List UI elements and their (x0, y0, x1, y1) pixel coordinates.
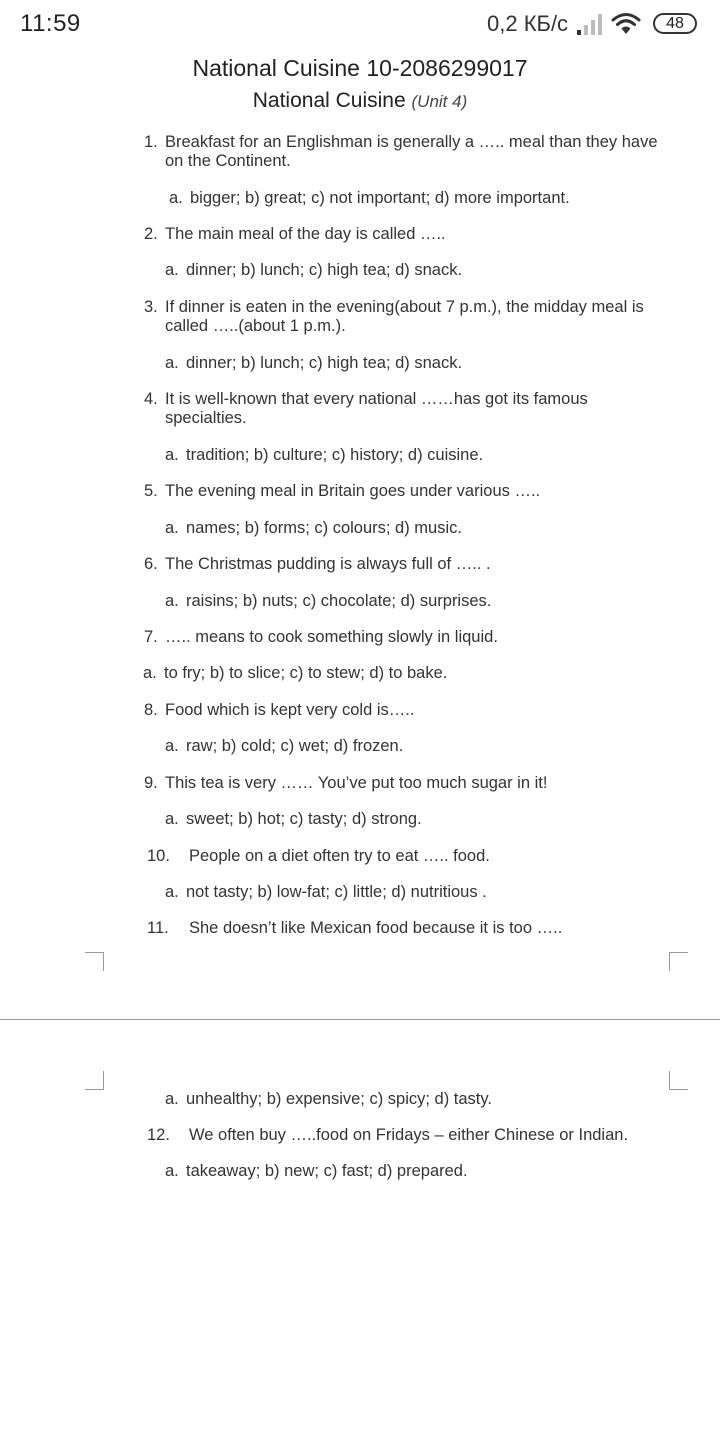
answer-marker: a. (165, 519, 179, 537)
question-number: 12. (147, 1126, 170, 1144)
question-text: This tea is very …… You’ve put too much sugar in it! (165, 774, 548, 792)
network-speed: 0,2 КБ/с (487, 11, 569, 36)
question-number: 4. (144, 390, 158, 408)
answer-options: dinner; b) lunch; c) high tea; d) snack. (186, 354, 463, 372)
battery-indicator (653, 13, 697, 34)
question-text: It is well-known that every national ……has got its famous specialties. (165, 390, 588, 427)
answer-options: names; b) forms; c) colours; d) music. (186, 519, 462, 537)
answer-marker: a. (169, 189, 183, 207)
answer-options: not tasty; b) low-fat; c) little; d) nutritious . (186, 883, 487, 901)
answer-marker: a. (165, 883, 179, 901)
answer-marker: a. (165, 446, 179, 464)
answer-options: dinner; b) lunch; c) high tea; d) snack. (186, 261, 463, 279)
question-number: 11. (147, 919, 169, 937)
answer-marker: a. (165, 1090, 179, 1108)
answer-marker: a. (165, 1162, 179, 1180)
subtitle-unit: (Unit 4) (411, 92, 468, 111)
page-break-divider (0, 1019, 720, 1020)
question-text: ….. means to cook something slowly in liquid. (165, 628, 498, 646)
page-corner-mark (669, 1071, 688, 1090)
question-text: The Christmas pudding is always full of ….. . (165, 555, 491, 573)
question-number: 3. (144, 298, 158, 316)
question-text: People on a diet often try to eat ….. food. (189, 847, 490, 865)
answer-options: sweet; b) hot; c) tasty; d) strong. (186, 810, 422, 828)
question-text: Food which is kept very cold is….. (165, 701, 415, 719)
answer-options: unhealthy; b) expensive; c) spicy; d) tasty. (186, 1090, 492, 1108)
page-corner-mark (85, 952, 104, 971)
answer-options: to fry; b) to slice; c) to stew; d) to bake. (164, 664, 448, 682)
question-number: 9. (144, 774, 158, 792)
subtitle-text: National Cuisine (252, 89, 406, 112)
answer-options: raisins; b) nuts; c) chocolate; d) surprises. (186, 592, 492, 610)
status-time: 11:59 (20, 10, 81, 37)
page-corner-mark (669, 952, 688, 971)
question-number: 1. (144, 133, 158, 151)
question-number: 7. (144, 628, 158, 646)
answer-options: takeaway; b) new; c) fast; d) prepared. (186, 1162, 468, 1180)
question-text: Breakfast for an Englishman is generally a ….. meal than they have on the Continent. (165, 133, 658, 170)
battery-level: 48 (666, 15, 684, 32)
question-text: We often buy …..food on Fridays – either Chinese or Indian. (189, 1126, 629, 1144)
question-number: 5. (144, 482, 158, 500)
answer-marker: a. (165, 261, 179, 279)
question-number: 2. (144, 225, 158, 243)
question-number: 8. (144, 701, 158, 719)
page-corner-mark (85, 1071, 104, 1090)
answer-marker: a. (143, 664, 157, 682)
question-text: The main meal of the day is called ….. (165, 225, 446, 243)
answer-marker: a. (165, 592, 179, 610)
question-text: The evening meal in Britain goes under various ….. (165, 482, 541, 500)
answer-options: raw; b) cold; c) wet; d) frozen. (186, 737, 404, 755)
question-text: If dinner is eaten in the evening(about 7 p.m.), the midday meal is called …..(about 1 p.m.). (165, 298, 644, 335)
question-number: 6. (144, 555, 158, 573)
document-title: National Cuisine 10-2086299017 (192, 55, 528, 81)
answer-marker: a. (165, 737, 179, 755)
status-bar (0, 0, 720, 50)
answer-marker: a. (165, 810, 179, 828)
question-text: She doesn’t like Mexican food because it is too ….. (189, 919, 563, 937)
signal-icon (576, 13, 604, 35)
question-number: 10. (147, 847, 170, 865)
wifi-icon (611, 12, 641, 36)
document-subtitle (0, 89, 720, 113)
answer-marker: a. (165, 354, 179, 372)
answer-options: bigger; b) great; c) not important; d) more important. (190, 189, 570, 207)
answer-options: tradition; b) culture; c) history; d) cuisine. (186, 446, 484, 464)
